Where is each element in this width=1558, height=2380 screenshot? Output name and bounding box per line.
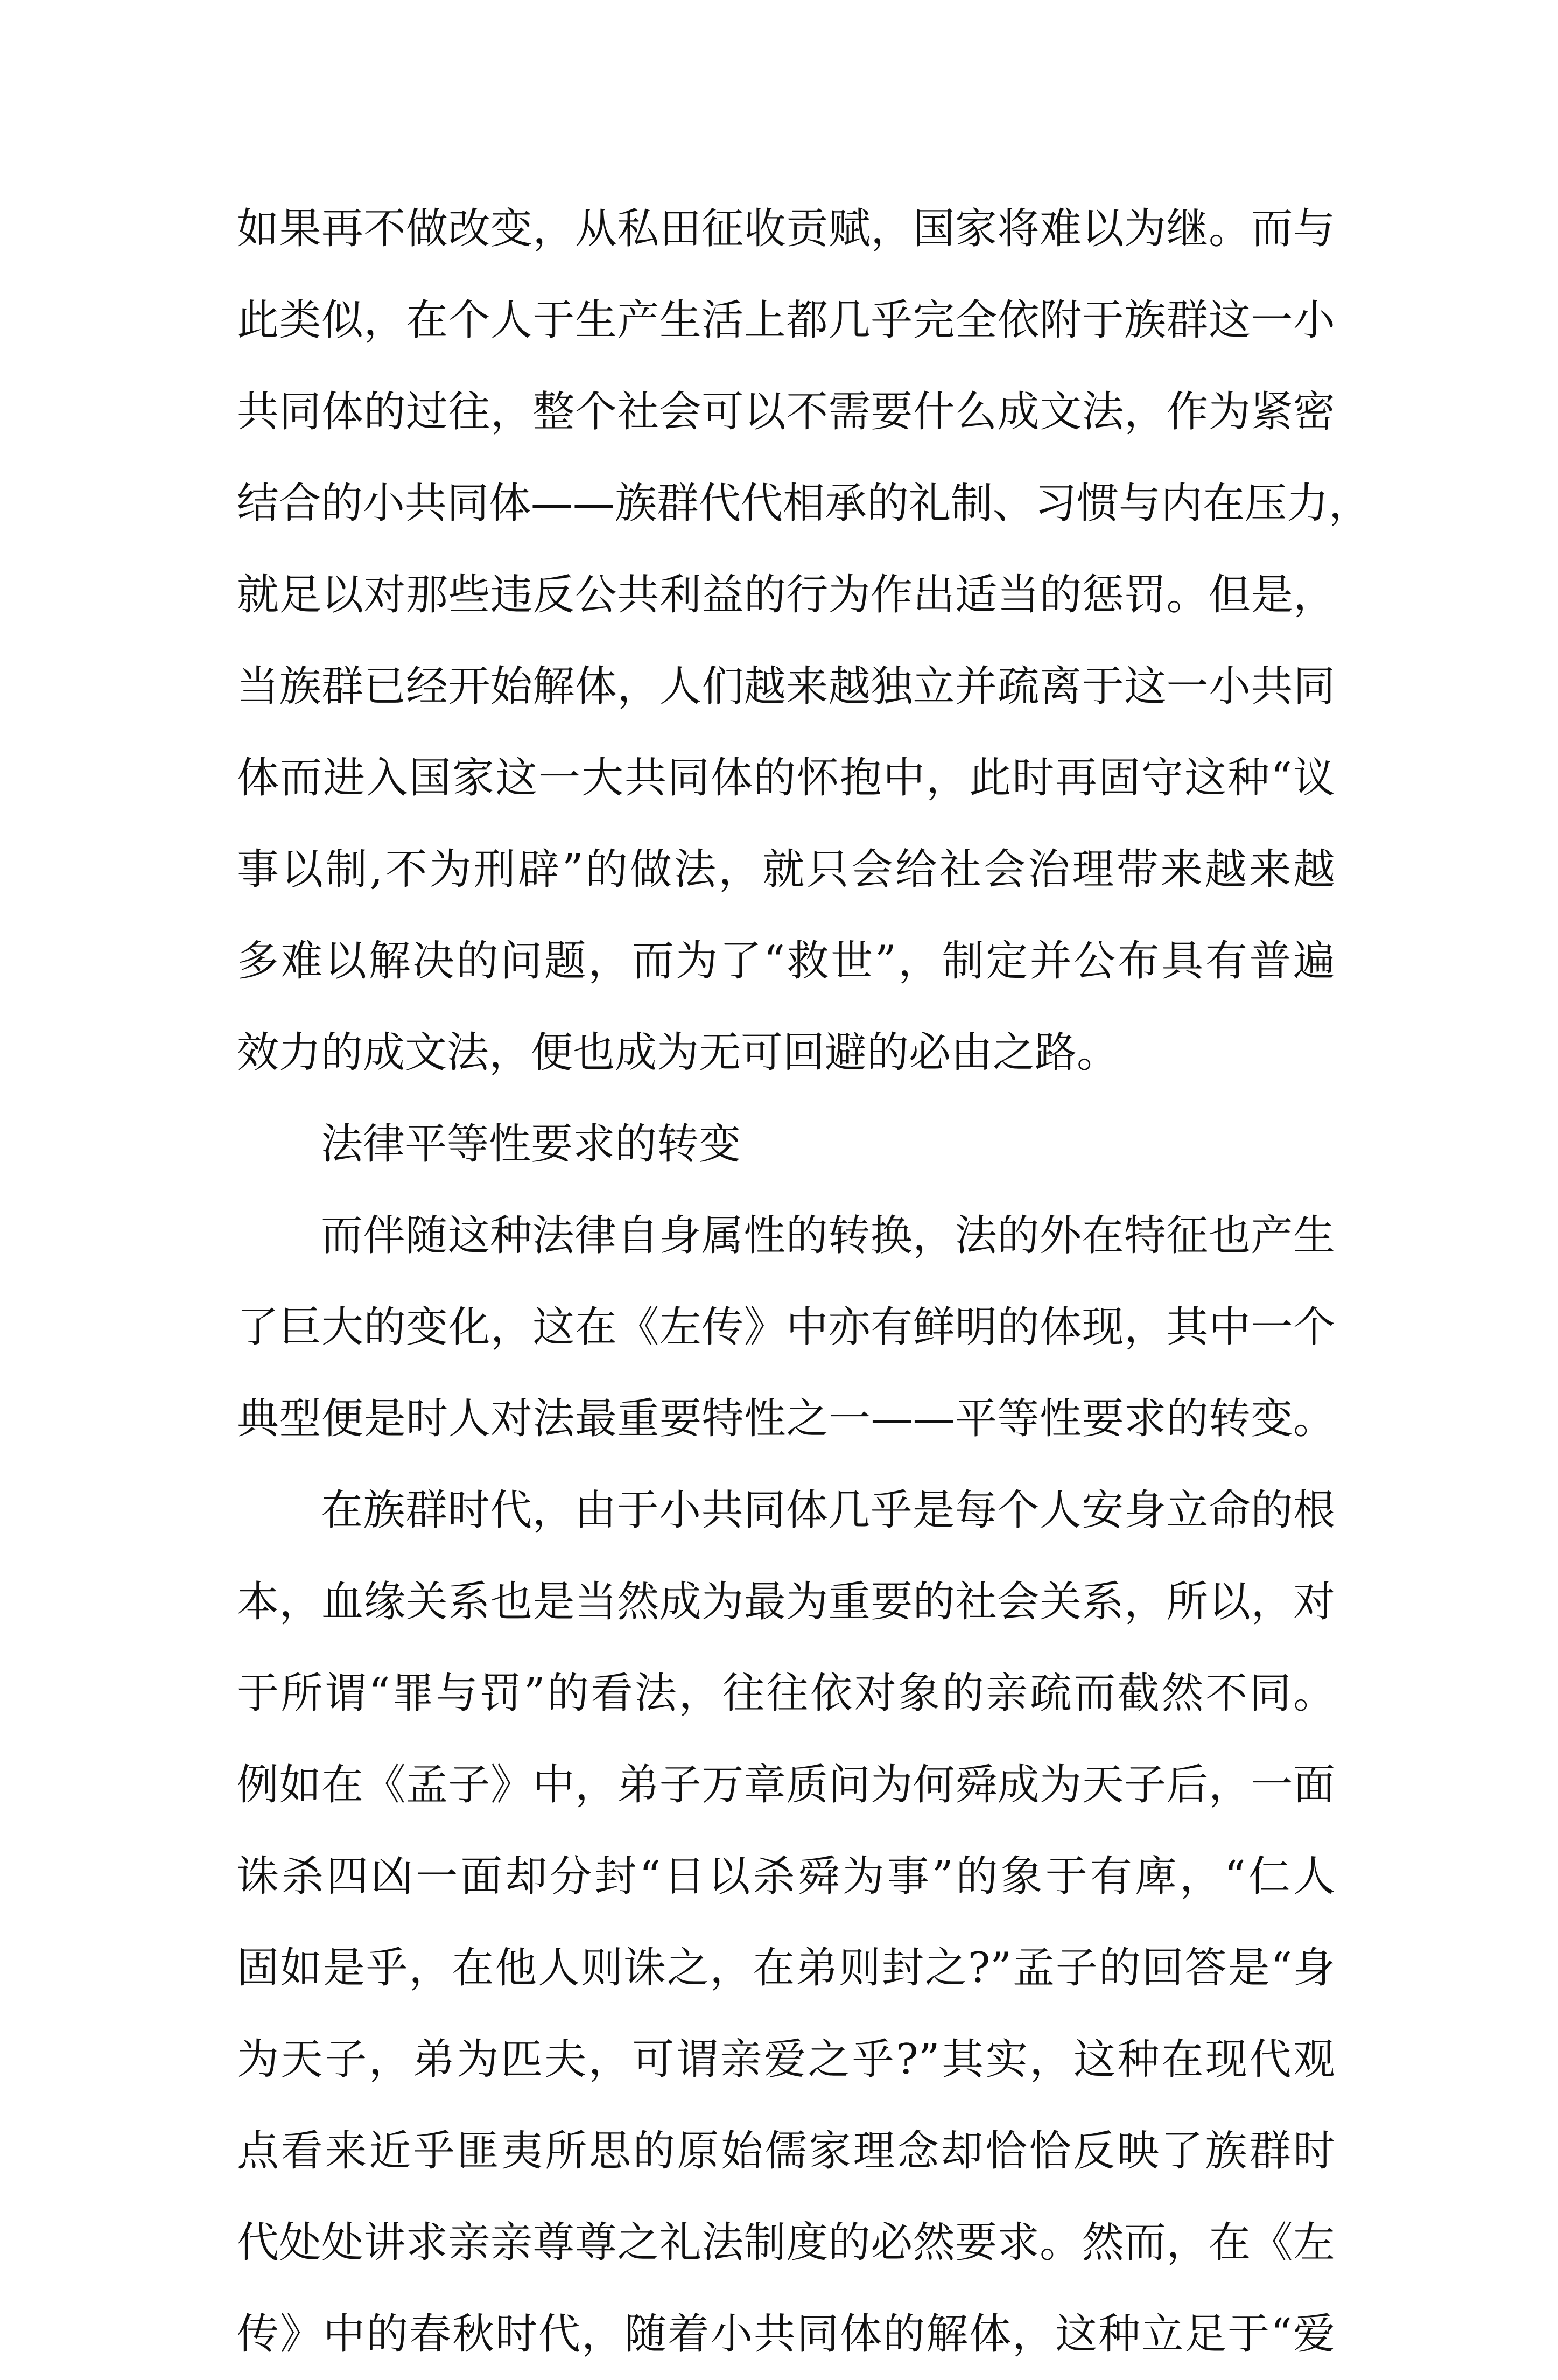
text-line: 结合的小共同体——族群代代相承的礼制、习惯与内在压力，: [237, 479, 1371, 528]
text-line: 点看来近乎匪夷所思的原始儒家理念却恰恰反映了族群时: [237, 2127, 1335, 2175]
text-line: 例如在《孟子》中，弟子万章质问为何舜成为天子后，一面: [237, 1761, 1335, 1809]
text-line: 效力的成文法，便也成为无可回避的必由之路。: [237, 1028, 1119, 1077]
text-line: 事以制,不为刑辟”的做法，就只会给社会治理带来越来越: [237, 845, 1335, 894]
paragraph-first-line: 而伴随这种法律自身属性的转换，法的外在特征也产生: [321, 1212, 1335, 1260]
text-line: 就足以对那些违反公共利益的行为作出适当的惩罚。但是，: [237, 571, 1335, 619]
text-line: 当族群已经开始解体，人们越来越独立并疏离于这一小共同: [237, 662, 1335, 711]
text-line: 诛杀四凶一面却分封“日以杀舜为事”的象于有庳，“仁人: [237, 1852, 1335, 1901]
text-line: 如果再不做改变，从私田征收贡赋，国家将难以为继。而与: [237, 205, 1335, 253]
text-line: 为天子，弟为匹夫，可谓亲爱之乎?”其实，这种在现代观: [237, 2035, 1335, 2084]
text-line: 此类似，在个人于生产生活上都几乎完全依附于族群这一小: [237, 296, 1335, 345]
text-line: 典型便是时人对法最重要特性之一——平等性要求的转变。: [237, 1395, 1335, 1443]
text-line: 本，血缘关系也是当然成为最为重要的社会关系，所以，对: [237, 1578, 1335, 1626]
text-line: 体而进入国家这一大共同体的怀抱中，此时再固守这种“议: [237, 754, 1335, 802]
section-heading: 法律平等性要求的转变: [321, 1120, 741, 1168]
text-line: 共同体的过往，整个社会可以不需要什么成文法，作为紧密: [237, 388, 1335, 436]
text-line: 固如是乎，在他人则诛之，在弟则封之?”孟子的回答是“身: [237, 1944, 1335, 1992]
paragraph-first-line: 在族群时代，由于小共同体几乎是每个人安身立命的根: [321, 1486, 1335, 1535]
text-line: 了巨大的变化，这在《左传》中亦有鲜明的体现，其中一个: [237, 1303, 1335, 1352]
text-line: 多难以解决的问题，而为了“救世”，制定并公布具有普遍: [237, 937, 1335, 985]
document-body: [237, 183, 1371, 2380]
text-line: 于所谓“罪与罚”的看法，往往依对象的亲疏而截然不同。: [237, 1669, 1335, 1718]
text-line: 代处处讲求亲亲尊尊之礼法制度的必然要求。然而，在《左: [237, 2218, 1335, 2267]
text-line: 传》中的春秋时代，随着小共同体的解体，这种立足于“爱: [237, 2310, 1335, 2358]
